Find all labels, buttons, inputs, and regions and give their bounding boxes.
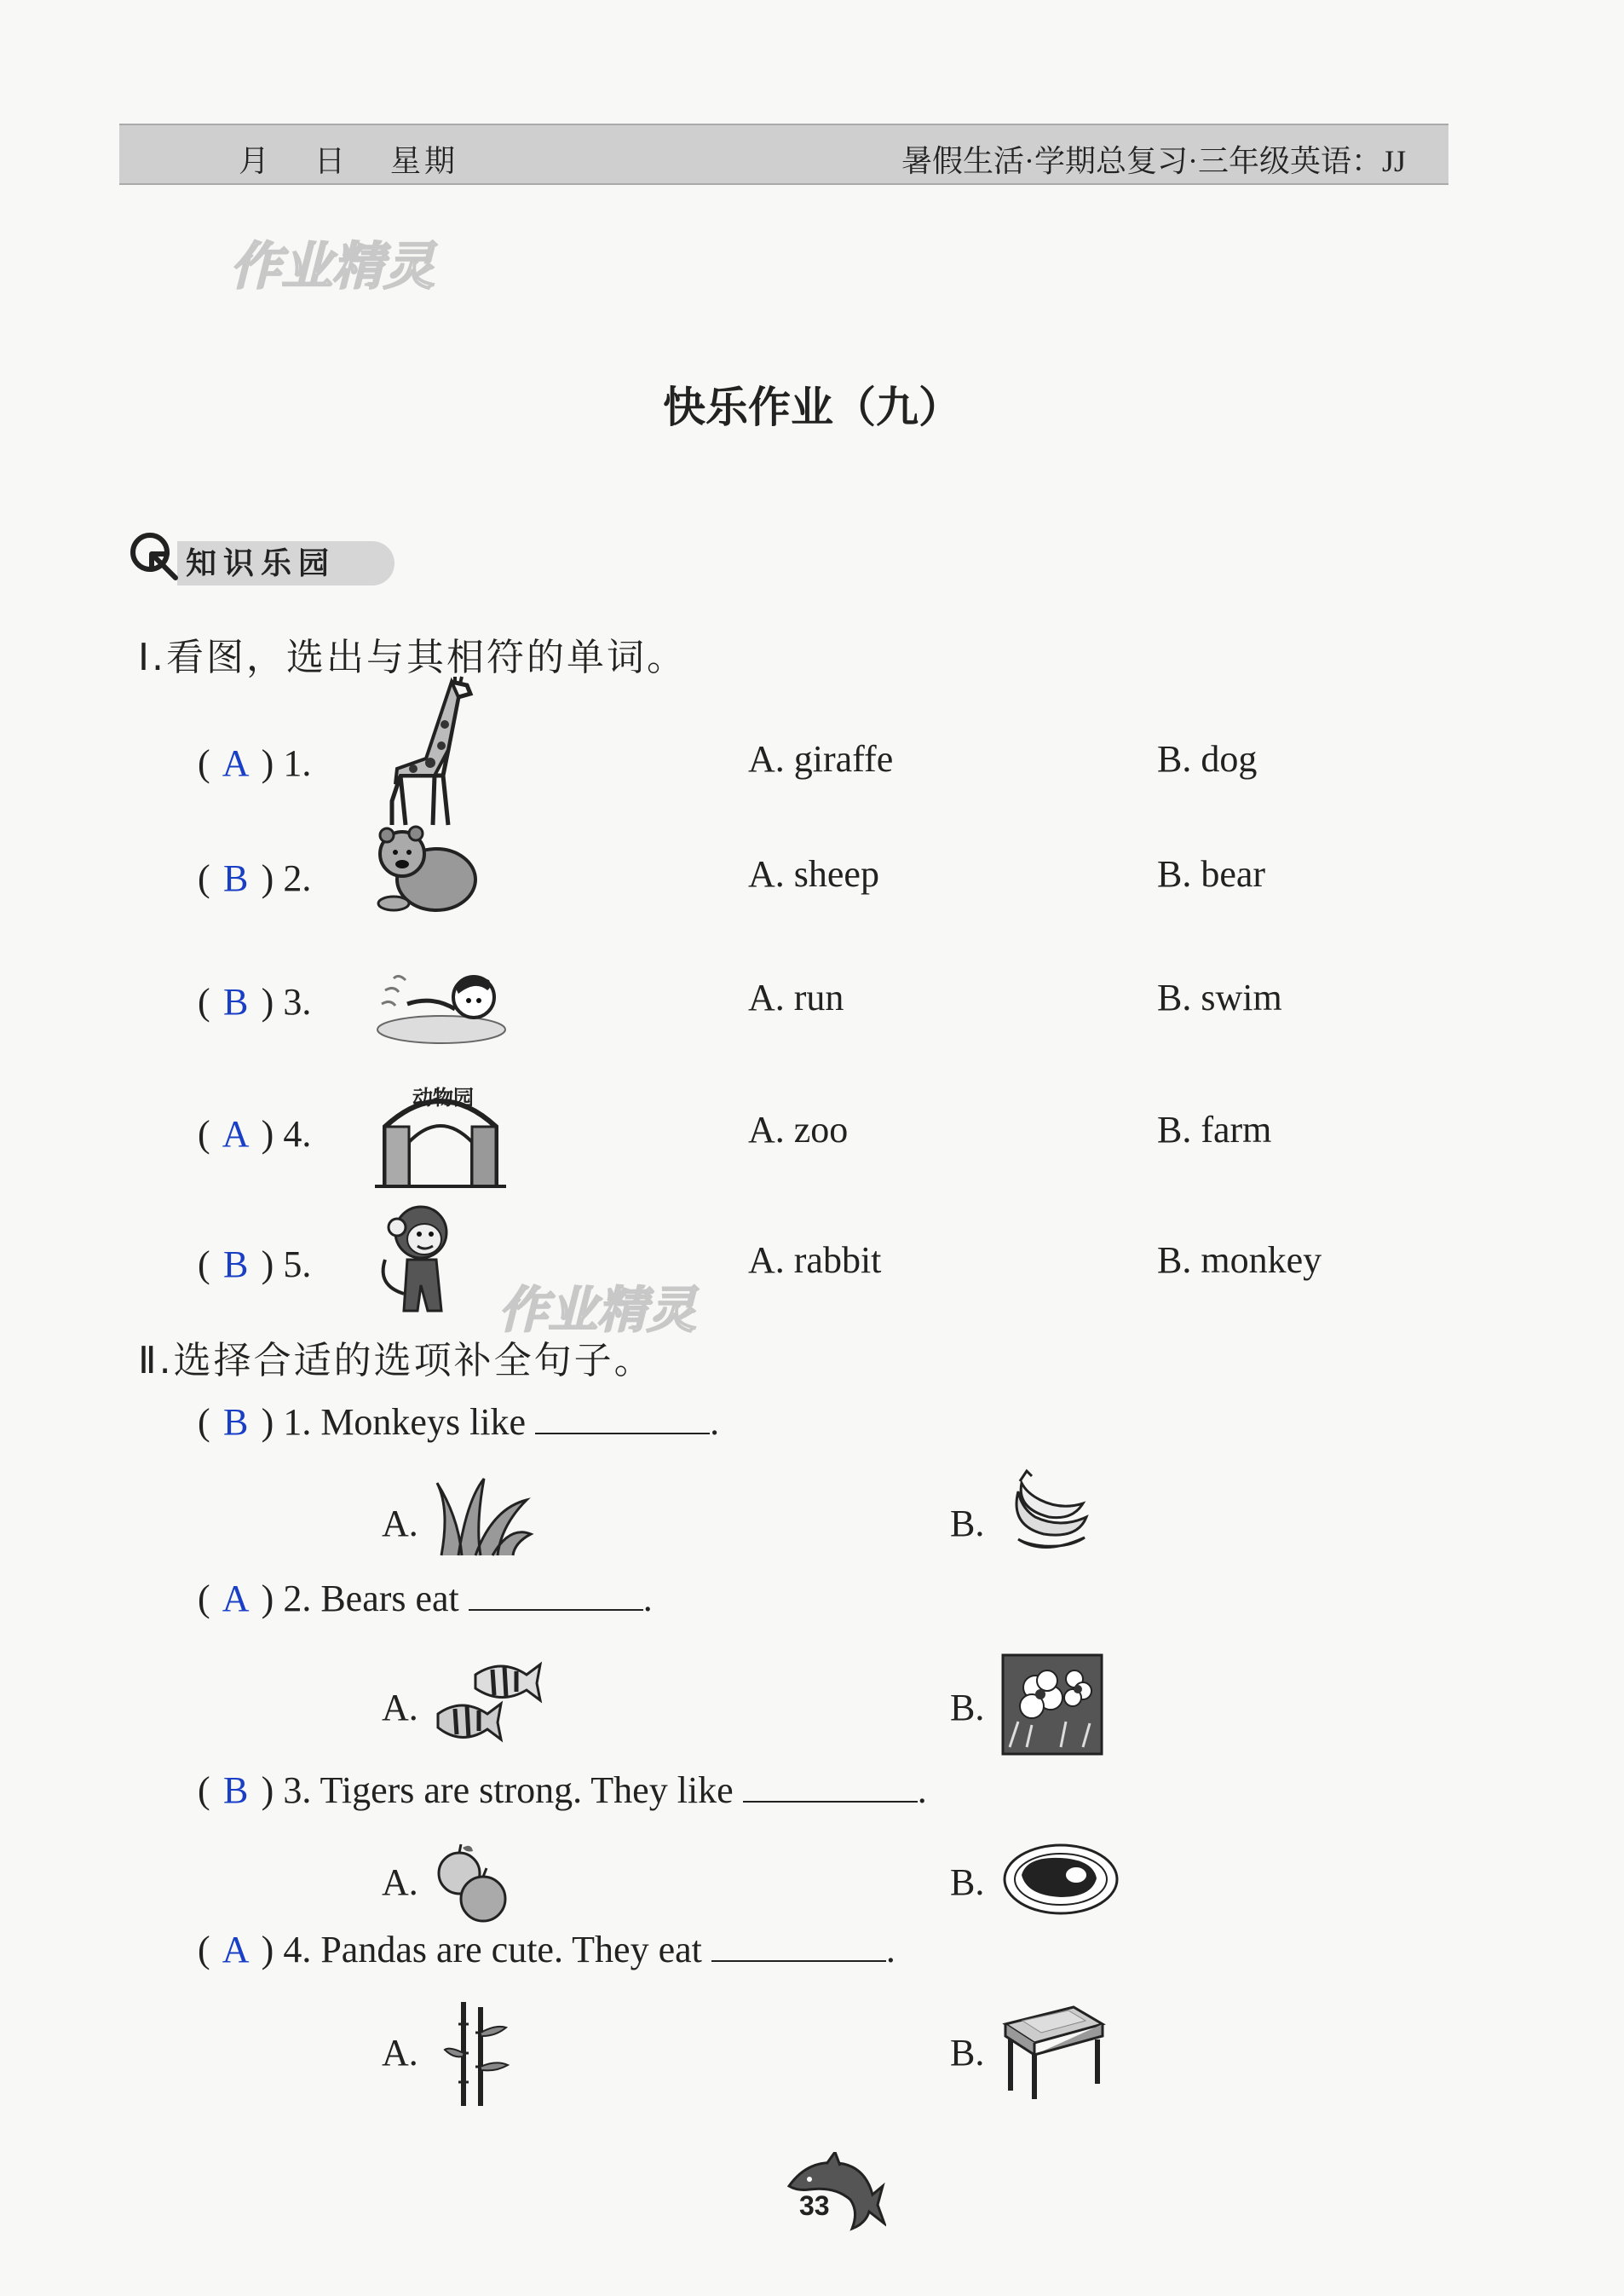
question-number: 1.: [283, 742, 312, 784]
question-number: 5.: [283, 1243, 312, 1285]
magnifier-arrow-icon: [126, 528, 186, 588]
option-a-label: A.: [382, 2032, 418, 2074]
monkey-icon: [368, 1200, 462, 1319]
zoo-sign-text: 动物园: [412, 1086, 474, 1110]
page-number: 33: [799, 2190, 830, 2221]
desk-icon: [997, 1999, 1108, 2101]
question-number: 1.: [283, 1401, 312, 1443]
question-number: 3.: [283, 981, 312, 1023]
fish-icon: [433, 1658, 544, 1743]
option-b-label: B.: [950, 1861, 985, 1903]
book-title: 暑假生活·学期总复习·三年级英语：JJ: [901, 144, 1406, 178]
meat-icon: [1001, 1841, 1120, 1918]
answer-blank: [743, 1777, 918, 1803]
question-number: 2.: [283, 857, 312, 899]
question-number: 3.: [283, 1769, 312, 1811]
s2-question-4: ( A ) 4. Pandas are cute. They eat .: [198, 1929, 896, 1970]
watermark: 作业精灵: [498, 1281, 697, 1339]
watermark: 作业精灵: [230, 237, 435, 297]
s1-q5-option-b: B. monkey: [1157, 1239, 1322, 1281]
bamboo-icon: [443, 1999, 511, 2109]
answer: A: [222, 1113, 250, 1155]
section-1-title: Ⅰ.看图，选出与其相符的单词。: [138, 636, 687, 679]
option-b-label: B.: [950, 1687, 985, 1728]
zoo-gate-icon: [368, 1076, 513, 1195]
s1-question-3: ( B ) 3.: [198, 981, 312, 1023]
question-text: Tigers are strong. They like: [320, 1769, 734, 1811]
s1-q2-option-b: B. bear: [1157, 853, 1266, 895]
option-a-label: A.: [382, 1687, 418, 1728]
page-title: 快乐作业（九）: [663, 383, 961, 432]
question-text: Bears eat: [320, 1578, 459, 1619]
period: .: [885, 1929, 896, 1970]
apples-icon: [430, 1841, 515, 1926]
s1-question-1: ( A ) 1.: [198, 742, 312, 784]
answer: B: [222, 1401, 249, 1443]
s1-question-2: ( B ) 2.: [198, 857, 312, 899]
day-label: 日: [314, 144, 349, 178]
answer: A: [222, 742, 250, 784]
weekday-label: 星期: [390, 144, 459, 178]
answer-blank: [711, 1936, 886, 1962]
s1-q3-option-a: A. run: [748, 977, 844, 1018]
bananas-icon: [1001, 1466, 1095, 1560]
s1-question-5: ( B ) 5.: [198, 1243, 312, 1285]
answer-blank: [535, 1409, 710, 1434]
s1-q4-option-b: B. farm: [1157, 1109, 1272, 1151]
option-a-label: A.: [382, 1861, 418, 1903]
s2-question-3: ( B ) 3. Tigers are strong. They like .: [198, 1769, 927, 1811]
s1-q1-option-a: A. giraffe: [748, 738, 894, 780]
s2-question-2: ( A ) 2. Bears eat .: [198, 1578, 653, 1619]
question-number: 2.: [283, 1578, 312, 1619]
s2-question-1: ( B ) 1. Monkeys like .: [198, 1401, 720, 1443]
question-number: 4.: [283, 1113, 312, 1155]
answer: B: [222, 981, 249, 1023]
banner-label: 知识乐园: [186, 546, 337, 581]
section-2-title: Ⅱ.选择合适的选项补全句子。: [138, 1339, 654, 1382]
period: .: [917, 1769, 927, 1811]
option-b-label: B.: [950, 2032, 985, 2074]
s1-q4-option-a: A. zoo: [748, 1109, 849, 1151]
answer: A: [222, 1578, 250, 1619]
header-bar: [119, 124, 1448, 185]
s1-q3-option-b: B. swim: [1157, 977, 1282, 1018]
grass-icon: [433, 1474, 535, 1560]
answer-blank: [469, 1585, 643, 1611]
bear-icon: [368, 820, 479, 914]
option-b-label: B.: [950, 1503, 985, 1544]
giraffe-icon: [366, 673, 486, 827]
answer: B: [222, 857, 249, 899]
question-text: Monkeys like: [320, 1401, 527, 1443]
month-label: 月: [239, 144, 274, 178]
answer: A: [222, 1929, 250, 1970]
period: .: [710, 1401, 720, 1443]
section-banner: [126, 524, 394, 592]
question-text: Pandas are cute. They eat: [320, 1929, 702, 1970]
flowers-icon: [1001, 1653, 1103, 1756]
answer: B: [222, 1769, 249, 1811]
date-fields: [239, 137, 489, 181]
answer: B: [222, 1243, 249, 1285]
question-number: 4.: [283, 1929, 312, 1970]
s1-q2-option-a: A. sheep: [748, 853, 879, 895]
s1-q1-option-b: B. dog: [1157, 738, 1258, 780]
s1-question-4: ( A ) 4.: [198, 1113, 312, 1155]
period: .: [642, 1578, 653, 1619]
option-a-label: A.: [382, 1503, 418, 1544]
s1-q5-option-a: A. rabbit: [748, 1239, 882, 1281]
swimming-boy-icon: [373, 961, 510, 1047]
